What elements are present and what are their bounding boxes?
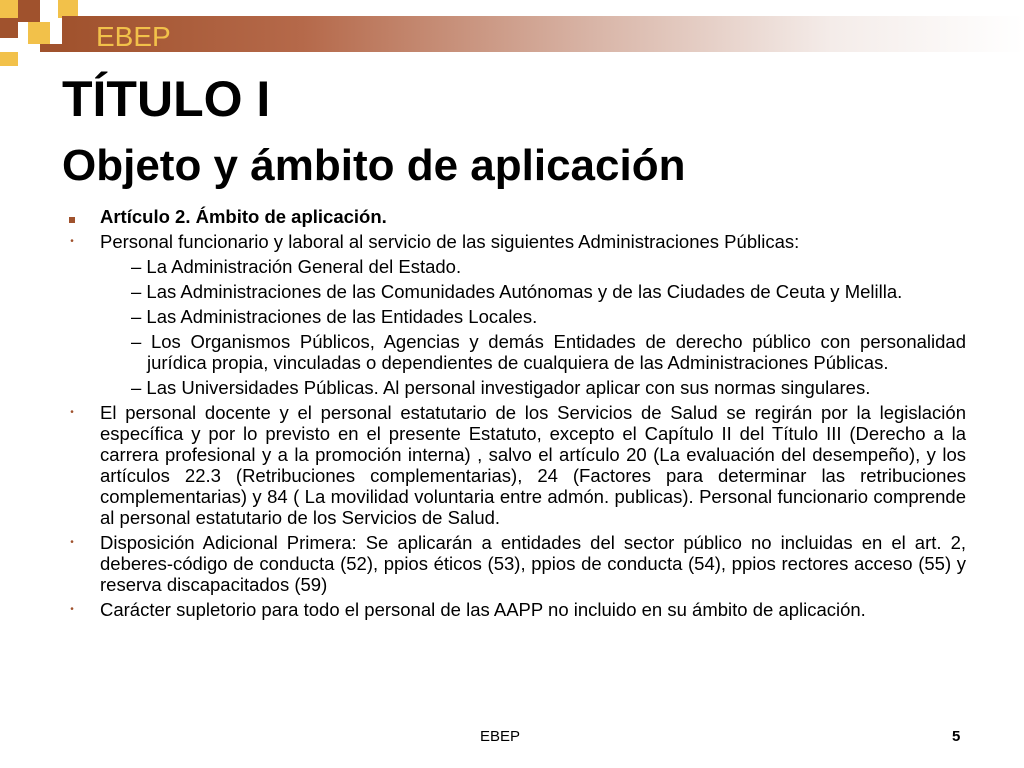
- header-label: EBEP: [96, 21, 171, 52]
- dot-bullet-icon: •: [70, 537, 74, 548]
- list-item-text: Disposición Adicional Primera: Se aplicarán a entidades del sector público no incluidas en el art. 2, deberes-código de conducta (52), ppios éticos (53), ppios de conducta (54), ppios rectores acceso (55) y reserva discapacitados (59): [100, 532, 966, 595]
- list-item: [62, 206, 966, 227]
- dot-bullet-icon: •: [70, 407, 74, 418]
- list-item: [62, 231, 966, 252]
- sub-item: – Las Administraciones de las Comunidades Autónomas y de las Ciudades de Ceuta y Melilla.: [131, 281, 903, 302]
- footer-label: EBEP: [480, 728, 521, 745]
- header-bar: [62, 16, 1024, 52]
- page-subtitle: Objeto y ámbito de aplicación: [62, 141, 686, 190]
- list-item-text: Carácter supletorio para todo el personal de las AAPP no incluido en su ámbito de aplicación.: [100, 599, 866, 620]
- dot-bullet-icon: •: [70, 236, 74, 247]
- dot-bullet-icon: •: [70, 604, 74, 615]
- list-item: [62, 532, 966, 595]
- page-title: TÍTULO I: [62, 71, 271, 127]
- slide-content: [62, 206, 966, 624]
- list-item-text: El personal docente y el personal estatutario de los Servicios de Salud se regirán por la legislación específica y por lo previsto en el presente Estatuto, excepto el Capítulo II del Título III (Derecho a la carrera profesional y a la promoción interna) , salvo el artículo 20 (La evaluación del desempeño), y los artículos 22.3 (Retribuciones complementarias), 24 (Factores para determinar las retribuciones complementarias) y 84 ( La movilidad voluntaria entre admón. publicas). Personal funcionario comprende al personal estatutario de los Servicios de Salud.: [100, 402, 966, 528]
- sub-item: – La Administración General del Estado.: [131, 256, 462, 277]
- sub-item: – Los Organismos Públicos, Agencias y demás Entidades de derecho público con personalidad jurídica propia, vinculadas o dependientes de cualquiera de las Administraciones Públicas.: [131, 331, 966, 373]
- article-heading: Artículo 2. Ámbito de aplicación.: [100, 206, 387, 227]
- list-item-text: Personal funcionario y laboral al servicio de las siguientes Administraciones Públicas:: [100, 231, 800, 252]
- square-bullet-icon: [62, 206, 82, 227]
- list-item: [62, 599, 966, 620]
- list-item: [62, 402, 966, 528]
- sub-item: – Las Administraciones de las Entidades Locales.: [131, 306, 538, 327]
- sub-item: – Las Universidades Públicas. Al personal investigador aplicar con sus normas singulares.: [131, 377, 871, 398]
- page-number: 5: [952, 728, 961, 745]
